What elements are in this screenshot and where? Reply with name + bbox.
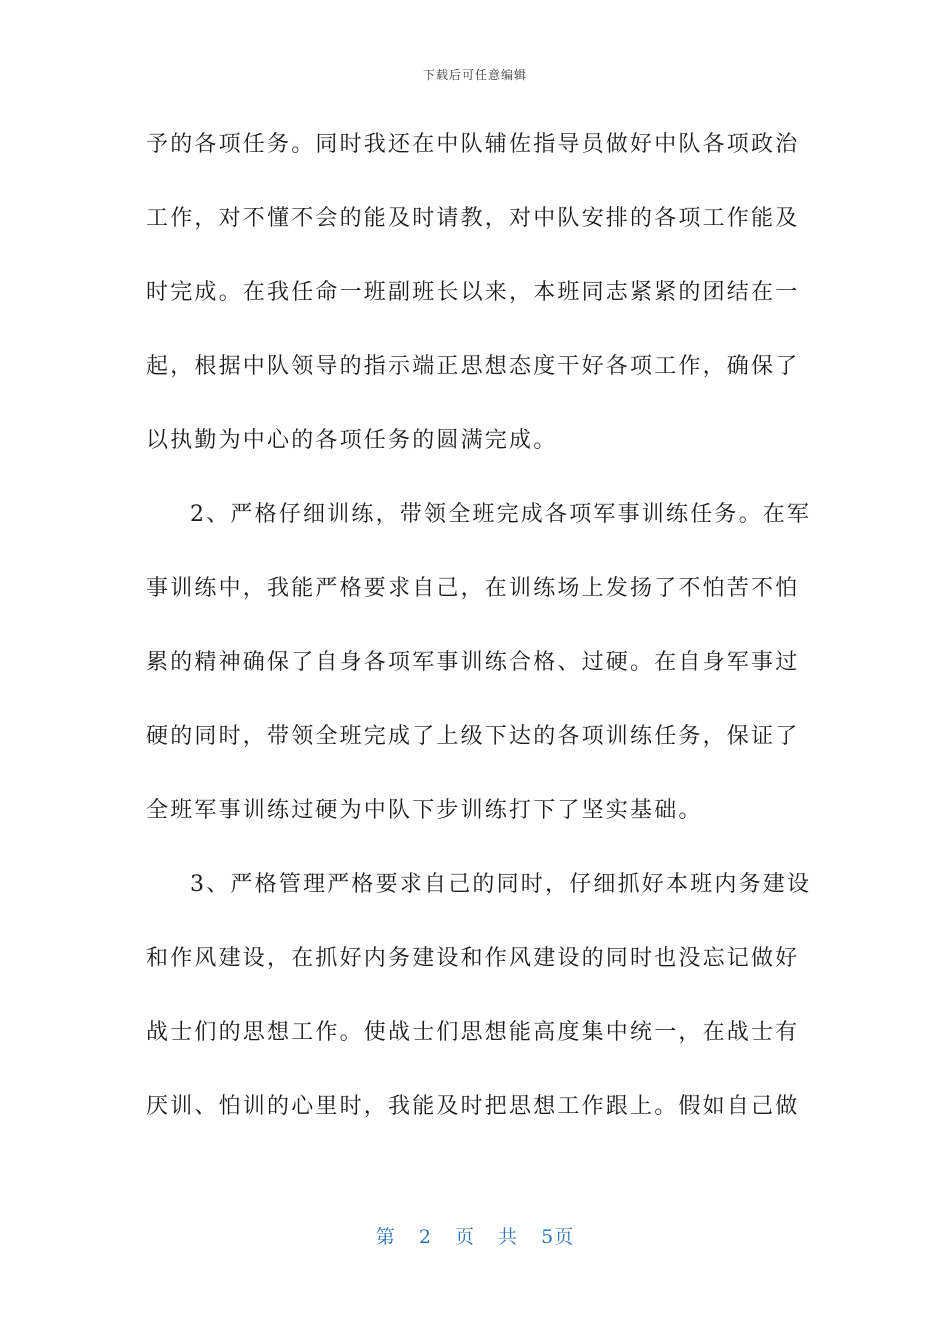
- text-line: 起，根据中队领导的指示端正思想态度干好各项工作，确保了: [146, 354, 800, 379]
- footer-page-total: 5页: [541, 1226, 575, 1248]
- text-line: 战士们的思想工作。使战士们思想能高度集中统一，在战士有: [146, 1020, 800, 1045]
- text-line: 全班军事训练过硬为中队下步训练打下了坚实基础。: [146, 798, 703, 823]
- footer-label-ye: 页: [454, 1226, 475, 1248]
- paragraph-2-start: 2、严格仔细训练，带领全班完成各项军事训练任务。在军: [190, 502, 812, 527]
- text-line: 硬的同时，带领全班完成了上级下达的各项训练任务，保证了: [146, 724, 800, 749]
- page-header: 下载后可任意编辑: [422, 68, 527, 82]
- text-line: 以执勤为中心的各项任务的圆满完成。: [146, 428, 558, 453]
- footer-page-current: 2: [418, 1226, 432, 1248]
- page-footer: [0, 1222, 950, 1249]
- footer-label-gong: 共: [498, 1226, 519, 1248]
- footer-label-di: 第: [375, 1226, 396, 1248]
- text-line: 工作，对不懂不会的能及时请教，对中队安排的各项工作能及: [146, 206, 800, 231]
- text-line: 厌训、怕训的心里时，我能及时把思想工作跟上。假如自己做: [146, 1094, 800, 1119]
- document-body: [146, 118, 812, 1154]
- text-line: 累的精神确保了自身各项军事训练合格、过硬。在自身军事过: [146, 650, 800, 675]
- text-line: 时完成。在我任命一班副班长以来，本班同志紧紧的团结在一: [146, 280, 800, 305]
- text-line: 予的各项任务。同时我还在中队辅佐指导员做好中队各项政治: [146, 132, 800, 157]
- text-line: 和作风建设，在抓好内务建设和作风建设的同时也没忘记做好: [146, 946, 800, 971]
- paragraph-3-start: 3、严格管理严格要求自己的同时，仔细抓好本班内务建设: [190, 872, 812, 897]
- text-line: 事训练中，我能严格要求自己，在训练场上发扬了不怕苦不怕: [146, 576, 800, 601]
